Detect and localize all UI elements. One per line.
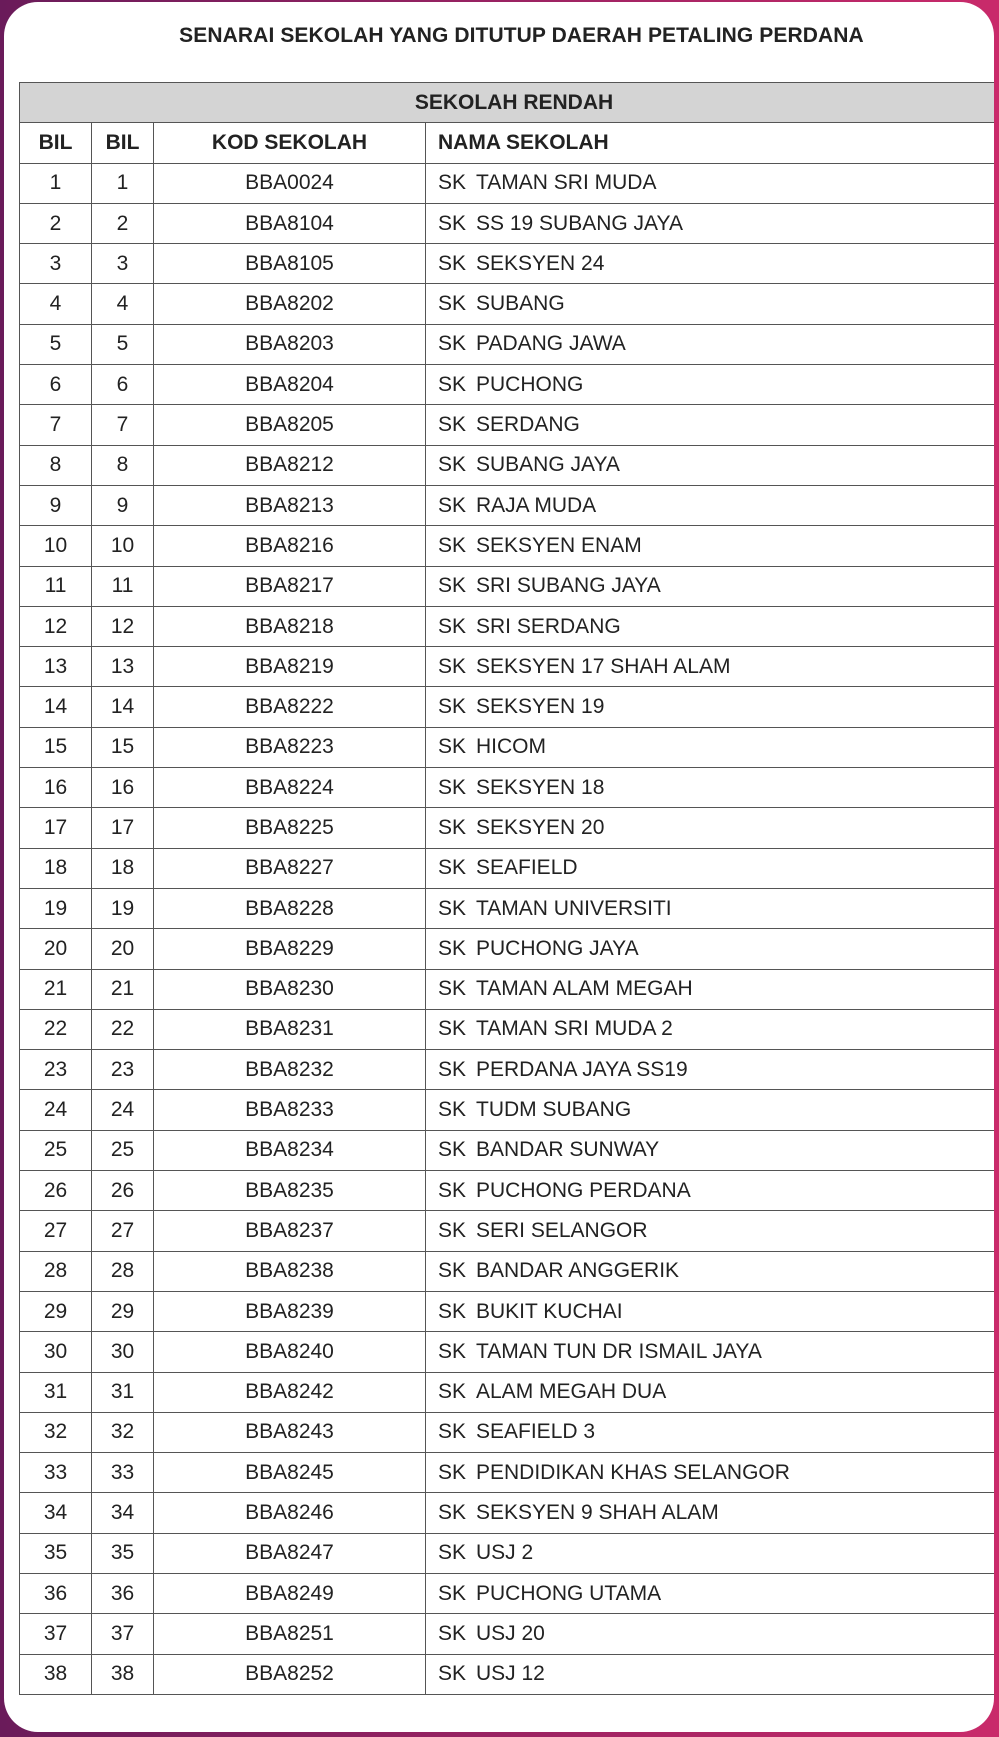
cell-bil: 1	[20, 163, 92, 203]
cell-bil: 36	[20, 1573, 92, 1613]
cell-kod-sekolah: BBA8231	[154, 1009, 426, 1049]
cell-bil-2: 11	[92, 566, 154, 606]
cell-nama-sekolah	[426, 485, 995, 525]
cell-kod-sekolah: BBA8232	[154, 1050, 426, 1090]
cell-kod-sekolah: BBA8245	[154, 1453, 426, 1493]
cell-nama-sekolah	[426, 284, 995, 324]
school-type-prefix: SK	[438, 1178, 467, 1202]
table-row	[20, 1211, 995, 1251]
cell-bil: 30	[20, 1332, 92, 1372]
cell-bil: 13	[20, 647, 92, 687]
school-type-prefix: SK	[438, 1460, 467, 1484]
table-row	[20, 1372, 995, 1412]
cell-bil-2: 28	[92, 1251, 154, 1291]
cell-nama-sekolah	[426, 969, 995, 1009]
school-type-prefix: SK	[438, 292, 467, 316]
school-name: TAMAN TUN DR ISMAIL JAYA	[476, 1339, 762, 1363]
cell-nama-sekolah	[426, 1412, 995, 1452]
cell-bil-2: 16	[92, 768, 154, 808]
cell-nama-sekolah	[426, 727, 995, 767]
school-type-prefix: SK	[438, 1581, 467, 1605]
cell-bil-2: 8	[92, 445, 154, 485]
cell-nama-sekolah	[426, 1009, 995, 1049]
cell-nama-sekolah	[426, 1291, 995, 1331]
table-row	[20, 1291, 995, 1331]
cell-kod-sekolah: BBA8234	[154, 1130, 426, 1170]
school-name: SERDANG	[476, 413, 580, 437]
cell-bil: 8	[20, 445, 92, 485]
table-row	[20, 163, 995, 203]
cell-bil: 10	[20, 526, 92, 566]
school-type-prefix: SK	[438, 1299, 467, 1323]
school-name: TAMAN SRI MUDA	[476, 171, 657, 195]
cell-kod-sekolah: BBA8240	[154, 1332, 426, 1372]
cell-bil-2: 5	[92, 324, 154, 364]
school-type-prefix: SK	[438, 251, 467, 275]
school-type-prefix: SK	[438, 775, 467, 799]
table-row	[20, 768, 995, 808]
school-name: PERDANA JAYA SS19	[476, 1057, 688, 1081]
cell-bil: 16	[20, 768, 92, 808]
table-row	[20, 485, 995, 525]
cell-nama-sekolah	[426, 203, 995, 243]
column-header-row	[20, 123, 995, 163]
cell-bil-2: 34	[92, 1493, 154, 1533]
school-name: USJ 20	[476, 1621, 545, 1645]
cell-bil-2: 21	[92, 969, 154, 1009]
cell-kod-sekolah: BBA8219	[154, 647, 426, 687]
school-name: PENDIDIKAN KHAS SELANGOR	[476, 1460, 790, 1484]
cell-nama-sekolah	[426, 405, 995, 445]
table-row	[20, 526, 995, 566]
cell-nama-sekolah	[426, 1614, 995, 1654]
cell-bil: 21	[20, 969, 92, 1009]
cell-bil: 17	[20, 808, 92, 848]
cell-bil: 6	[20, 365, 92, 405]
cell-nama-sekolah	[426, 526, 995, 566]
school-type-prefix: SK	[438, 1339, 467, 1363]
cell-kod-sekolah: BBA8242	[154, 1372, 426, 1412]
school-type-prefix: SK	[438, 1420, 467, 1444]
cell-nama-sekolah	[426, 687, 995, 727]
school-type-prefix: SK	[438, 1017, 467, 1041]
cell-bil: 35	[20, 1533, 92, 1573]
cell-kod-sekolah: BBA8223	[154, 727, 426, 767]
cell-bil: 22	[20, 1009, 92, 1049]
cell-bil-2: 1	[92, 163, 154, 203]
cell-bil-2: 36	[92, 1573, 154, 1613]
cell-nama-sekolah	[426, 566, 995, 606]
table-row	[20, 647, 995, 687]
table-row	[20, 1171, 995, 1211]
cell-kod-sekolah: BBA8239	[154, 1291, 426, 1331]
cell-bil-2: 31	[92, 1372, 154, 1412]
column-header-bil: BIL	[20, 123, 92, 163]
table-row	[20, 848, 995, 888]
cell-bil: 5	[20, 324, 92, 364]
cell-bil-2: 15	[92, 727, 154, 767]
cell-kod-sekolah: BBA8105	[154, 244, 426, 284]
school-type-prefix: SK	[438, 977, 467, 1001]
cell-kod-sekolah: BBA8243	[154, 1412, 426, 1452]
cell-bil-2: 30	[92, 1332, 154, 1372]
school-type-prefix: SK	[438, 1621, 467, 1645]
table-row	[20, 405, 995, 445]
table-row	[20, 1251, 995, 1291]
cell-bil-2: 33	[92, 1453, 154, 1493]
school-type-prefix: SK	[438, 614, 467, 638]
cell-nama-sekolah	[426, 1533, 995, 1573]
school-name: USJ 2	[476, 1541, 534, 1565]
table-row	[20, 566, 995, 606]
school-name: SEKSYEN 17 SHAH ALAM	[476, 654, 731, 678]
cell-bil: 24	[20, 1090, 92, 1130]
cell-bil-2: 24	[92, 1090, 154, 1130]
cell-nama-sekolah	[426, 244, 995, 284]
cell-kod-sekolah: BBA8222	[154, 687, 426, 727]
table-row	[20, 1453, 995, 1493]
document-title: SENARAI SEKOLAH YANG DITUTUP DAERAH PETALING PERDANA	[179, 24, 864, 47]
school-name: SEKSYEN 20	[476, 815, 605, 839]
cell-bil: 29	[20, 1291, 92, 1331]
cell-bil: 37	[20, 1614, 92, 1654]
school-name: TUDM SUBANG	[476, 1098, 632, 1122]
school-type-prefix: SK	[438, 735, 467, 759]
table-row	[20, 1332, 995, 1372]
cell-nama-sekolah	[426, 324, 995, 364]
cell-nama-sekolah	[426, 929, 995, 969]
column-header-bil-2: BIL	[92, 123, 154, 163]
cell-bil-2: 12	[92, 606, 154, 646]
table-row	[20, 1654, 995, 1694]
school-type-prefix: SK	[438, 453, 467, 477]
cell-bil-2: 20	[92, 929, 154, 969]
school-type-prefix: SK	[438, 332, 467, 356]
school-name: PUCHONG UTAMA	[476, 1581, 662, 1605]
table-row	[20, 969, 995, 1009]
cell-nama-sekolah	[426, 1493, 995, 1533]
school-name: RAJA MUDA	[476, 493, 597, 517]
cell-kod-sekolah: BBA8104	[154, 203, 426, 243]
school-name: PUCHONG PERDANA	[476, 1178, 691, 1202]
table-row	[20, 1614, 995, 1654]
cell-kod-sekolah: BBA8228	[154, 888, 426, 928]
table-row	[20, 888, 995, 928]
column-header-kod-sekolah: KOD SEKOLAH	[154, 123, 426, 163]
cell-kod-sekolah: BBA8230	[154, 969, 426, 1009]
school-type-prefix: SK	[438, 574, 467, 598]
cell-bil-2: 22	[92, 1009, 154, 1049]
school-type-prefix: SK	[438, 1218, 467, 1242]
school-type-prefix: SK	[438, 1380, 467, 1404]
cell-bil-2: 37	[92, 1614, 154, 1654]
school-name: TAMAN SRI MUDA 2	[476, 1017, 673, 1041]
school-name: SRI SUBANG JAYA	[476, 574, 661, 598]
cell-bil: 32	[20, 1412, 92, 1452]
table-row	[20, 1130, 995, 1170]
school-type-prefix: SK	[438, 1541, 467, 1565]
school-type-prefix: SK	[438, 171, 467, 195]
cell-nama-sekolah	[426, 768, 995, 808]
school-type-prefix: SK	[438, 856, 467, 880]
cell-nama-sekolah	[426, 1211, 995, 1251]
table-row	[20, 203, 995, 243]
cell-kod-sekolah: BBA8246	[154, 1493, 426, 1533]
table-row	[20, 929, 995, 969]
school-name: SEKSYEN 9 SHAH ALAM	[476, 1501, 719, 1525]
cell-bil: 26	[20, 1171, 92, 1211]
cell-kod-sekolah: BBA8247	[154, 1533, 426, 1573]
cell-bil: 3	[20, 244, 92, 284]
cell-kod-sekolah: BBA8212	[154, 445, 426, 485]
cell-bil-2: 13	[92, 647, 154, 687]
cell-bil-2: 2	[92, 203, 154, 243]
cell-nama-sekolah	[426, 848, 995, 888]
cell-kod-sekolah: BBA8202	[154, 284, 426, 324]
cell-bil-2: 19	[92, 888, 154, 928]
table-row	[20, 606, 995, 646]
cell-bil: 7	[20, 405, 92, 445]
table-row	[20, 1009, 995, 1049]
cell-bil-2: 18	[92, 848, 154, 888]
cell-bil: 28	[20, 1251, 92, 1291]
school-name: HICOM	[476, 735, 546, 759]
cell-bil-2: 7	[92, 405, 154, 445]
table-row	[20, 244, 995, 284]
school-name: TAMAN ALAM MEGAH	[476, 977, 693, 1001]
cell-nama-sekolah	[426, 1171, 995, 1211]
table-row	[20, 687, 995, 727]
cell-kod-sekolah: BBA8203	[154, 324, 426, 364]
school-name: SEKSYEN 19	[476, 695, 605, 719]
cell-bil-2: 14	[92, 687, 154, 727]
cell-kod-sekolah: BBA8205	[154, 405, 426, 445]
school-name: SRI SERDANG	[476, 614, 621, 638]
cell-nama-sekolah	[426, 1251, 995, 1291]
school-name: SUBANG JAYA	[476, 453, 620, 477]
cell-kod-sekolah: BBA8237	[154, 1211, 426, 1251]
table-row	[20, 1050, 995, 1090]
cell-nama-sekolah	[426, 365, 995, 405]
school-name: SEKSYEN 24	[476, 251, 605, 275]
school-type-prefix: SK	[438, 1057, 467, 1081]
cell-bil-2: 10	[92, 526, 154, 566]
cell-bil: 18	[20, 848, 92, 888]
cell-nama-sekolah	[426, 1453, 995, 1493]
cell-kod-sekolah: BBA8233	[154, 1090, 426, 1130]
school-type-prefix: SK	[438, 413, 467, 437]
cell-bil: 38	[20, 1654, 92, 1694]
school-type-prefix: SK	[438, 1501, 467, 1525]
cell-bil: 31	[20, 1372, 92, 1412]
table-row	[20, 365, 995, 405]
cell-kod-sekolah: BBA8251	[154, 1614, 426, 1654]
school-type-prefix: SK	[438, 1259, 467, 1283]
table-body	[20, 163, 995, 1694]
school-type-prefix: SK	[438, 936, 467, 960]
cell-kod-sekolah: BBA8252	[154, 1654, 426, 1694]
cell-bil-2: 17	[92, 808, 154, 848]
school-name: PUCHONG	[476, 372, 584, 396]
cell-bil: 14	[20, 687, 92, 727]
cell-bil: 12	[20, 606, 92, 646]
cell-bil-2: 27	[92, 1211, 154, 1251]
table-row	[20, 1533, 995, 1573]
cell-bil: 34	[20, 1493, 92, 1533]
school-name: SERI SELANGOR	[476, 1218, 648, 1242]
cell-kod-sekolah: BBA8204	[154, 365, 426, 405]
table-row	[20, 727, 995, 767]
cell-bil-2: 6	[92, 365, 154, 405]
school-name: BUKIT KUCHAI	[476, 1299, 623, 1323]
school-type-prefix: SK	[438, 1662, 467, 1686]
school-type-prefix: SK	[438, 654, 467, 678]
school-table	[19, 82, 994, 1695]
table-row	[20, 1573, 995, 1613]
cell-bil: 20	[20, 929, 92, 969]
school-name: PADANG JAWA	[476, 332, 626, 356]
table-row	[20, 1493, 995, 1533]
cell-bil: 4	[20, 284, 92, 324]
cell-nama-sekolah	[426, 1372, 995, 1412]
school-type-prefix: SK	[438, 815, 467, 839]
school-name: SEKSYEN ENAM	[476, 533, 642, 557]
cell-nama-sekolah	[426, 163, 995, 203]
cell-bil: 23	[20, 1050, 92, 1090]
school-type-prefix: SK	[438, 896, 467, 920]
cell-bil-2: 3	[92, 244, 154, 284]
school-type-prefix: SK	[438, 695, 467, 719]
cell-nama-sekolah	[426, 1573, 995, 1613]
cell-bil-2: 35	[92, 1533, 154, 1573]
school-name: SS 19 SUBANG JAYA	[476, 211, 683, 235]
school-type-prefix: SK	[438, 372, 467, 396]
school-name: SEAFIELD	[476, 856, 578, 880]
cell-bil: 19	[20, 888, 92, 928]
school-name: SEKSYEN 18	[476, 775, 605, 799]
cell-nama-sekolah	[426, 808, 995, 848]
cell-bil-2: 32	[92, 1412, 154, 1452]
cell-kod-sekolah: BBA8227	[154, 848, 426, 888]
school-type-prefix: SK	[438, 533, 467, 557]
cell-kod-sekolah: BBA0024	[154, 163, 426, 203]
table-row	[20, 808, 995, 848]
cell-nama-sekolah	[426, 1050, 995, 1090]
cell-nama-sekolah	[426, 647, 995, 687]
school-name: TAMAN UNIVERSITI	[476, 896, 672, 920]
cell-kod-sekolah: BBA8249	[154, 1573, 426, 1613]
cell-kod-sekolah: BBA8229	[154, 929, 426, 969]
cell-nama-sekolah	[426, 1332, 995, 1372]
school-type-prefix: SK	[438, 1098, 467, 1122]
cell-bil-2: 9	[92, 485, 154, 525]
cell-bil: 9	[20, 485, 92, 525]
school-type-prefix: SK	[438, 1138, 467, 1162]
cell-nama-sekolah	[426, 888, 995, 928]
cell-kod-sekolah: BBA8216	[154, 526, 426, 566]
cell-nama-sekolah	[426, 1654, 995, 1694]
school-name: SUBANG	[476, 292, 565, 316]
cell-bil-2: 23	[92, 1050, 154, 1090]
school-name: USJ 12	[476, 1662, 545, 1686]
cell-bil: 25	[20, 1130, 92, 1170]
table-row	[20, 1090, 995, 1130]
cell-bil-2: 29	[92, 1291, 154, 1331]
cell-kod-sekolah: BBA8224	[154, 768, 426, 808]
school-type-prefix: SK	[438, 211, 467, 235]
cell-kod-sekolah: BBA8238	[154, 1251, 426, 1291]
section-header-row	[20, 83, 995, 123]
school-name: BANDAR ANGGERIK	[476, 1259, 680, 1283]
cell-kod-sekolah: BBA8225	[154, 808, 426, 848]
cell-nama-sekolah	[426, 1090, 995, 1130]
cell-bil: 27	[20, 1211, 92, 1251]
cell-kod-sekolah: BBA8218	[154, 606, 426, 646]
table-row	[20, 324, 995, 364]
school-name: ALAM MEGAH DUA	[476, 1380, 667, 1404]
cell-nama-sekolah	[426, 606, 995, 646]
cell-bil-2: 38	[92, 1654, 154, 1694]
section-title: SEKOLAH RENDAH	[20, 83, 995, 123]
school-type-prefix: SK	[438, 493, 467, 517]
school-name: BANDAR SUNWAY	[476, 1138, 660, 1162]
table-row	[20, 1412, 995, 1452]
cell-nama-sekolah	[426, 445, 995, 485]
cell-bil-2: 4	[92, 284, 154, 324]
cell-nama-sekolah	[426, 1130, 995, 1170]
table-row	[20, 284, 995, 324]
cell-bil: 15	[20, 727, 92, 767]
document-card	[4, 2, 994, 1732]
table-row	[20, 445, 995, 485]
school-name: PUCHONG JAYA	[476, 936, 639, 960]
cell-bil: 2	[20, 203, 92, 243]
cell-kod-sekolah: BBA8235	[154, 1171, 426, 1211]
cell-kod-sekolah: BBA8213	[154, 485, 426, 525]
column-header-nama-sekolah: NAMA SEKOLAH	[426, 123, 995, 163]
cell-bil-2: 25	[92, 1130, 154, 1170]
cell-bil: 33	[20, 1453, 92, 1493]
cell-kod-sekolah: BBA8217	[154, 566, 426, 606]
cell-bil-2: 26	[92, 1171, 154, 1211]
cell-bil: 11	[20, 566, 92, 606]
school-name: SEAFIELD 3	[476, 1420, 596, 1444]
